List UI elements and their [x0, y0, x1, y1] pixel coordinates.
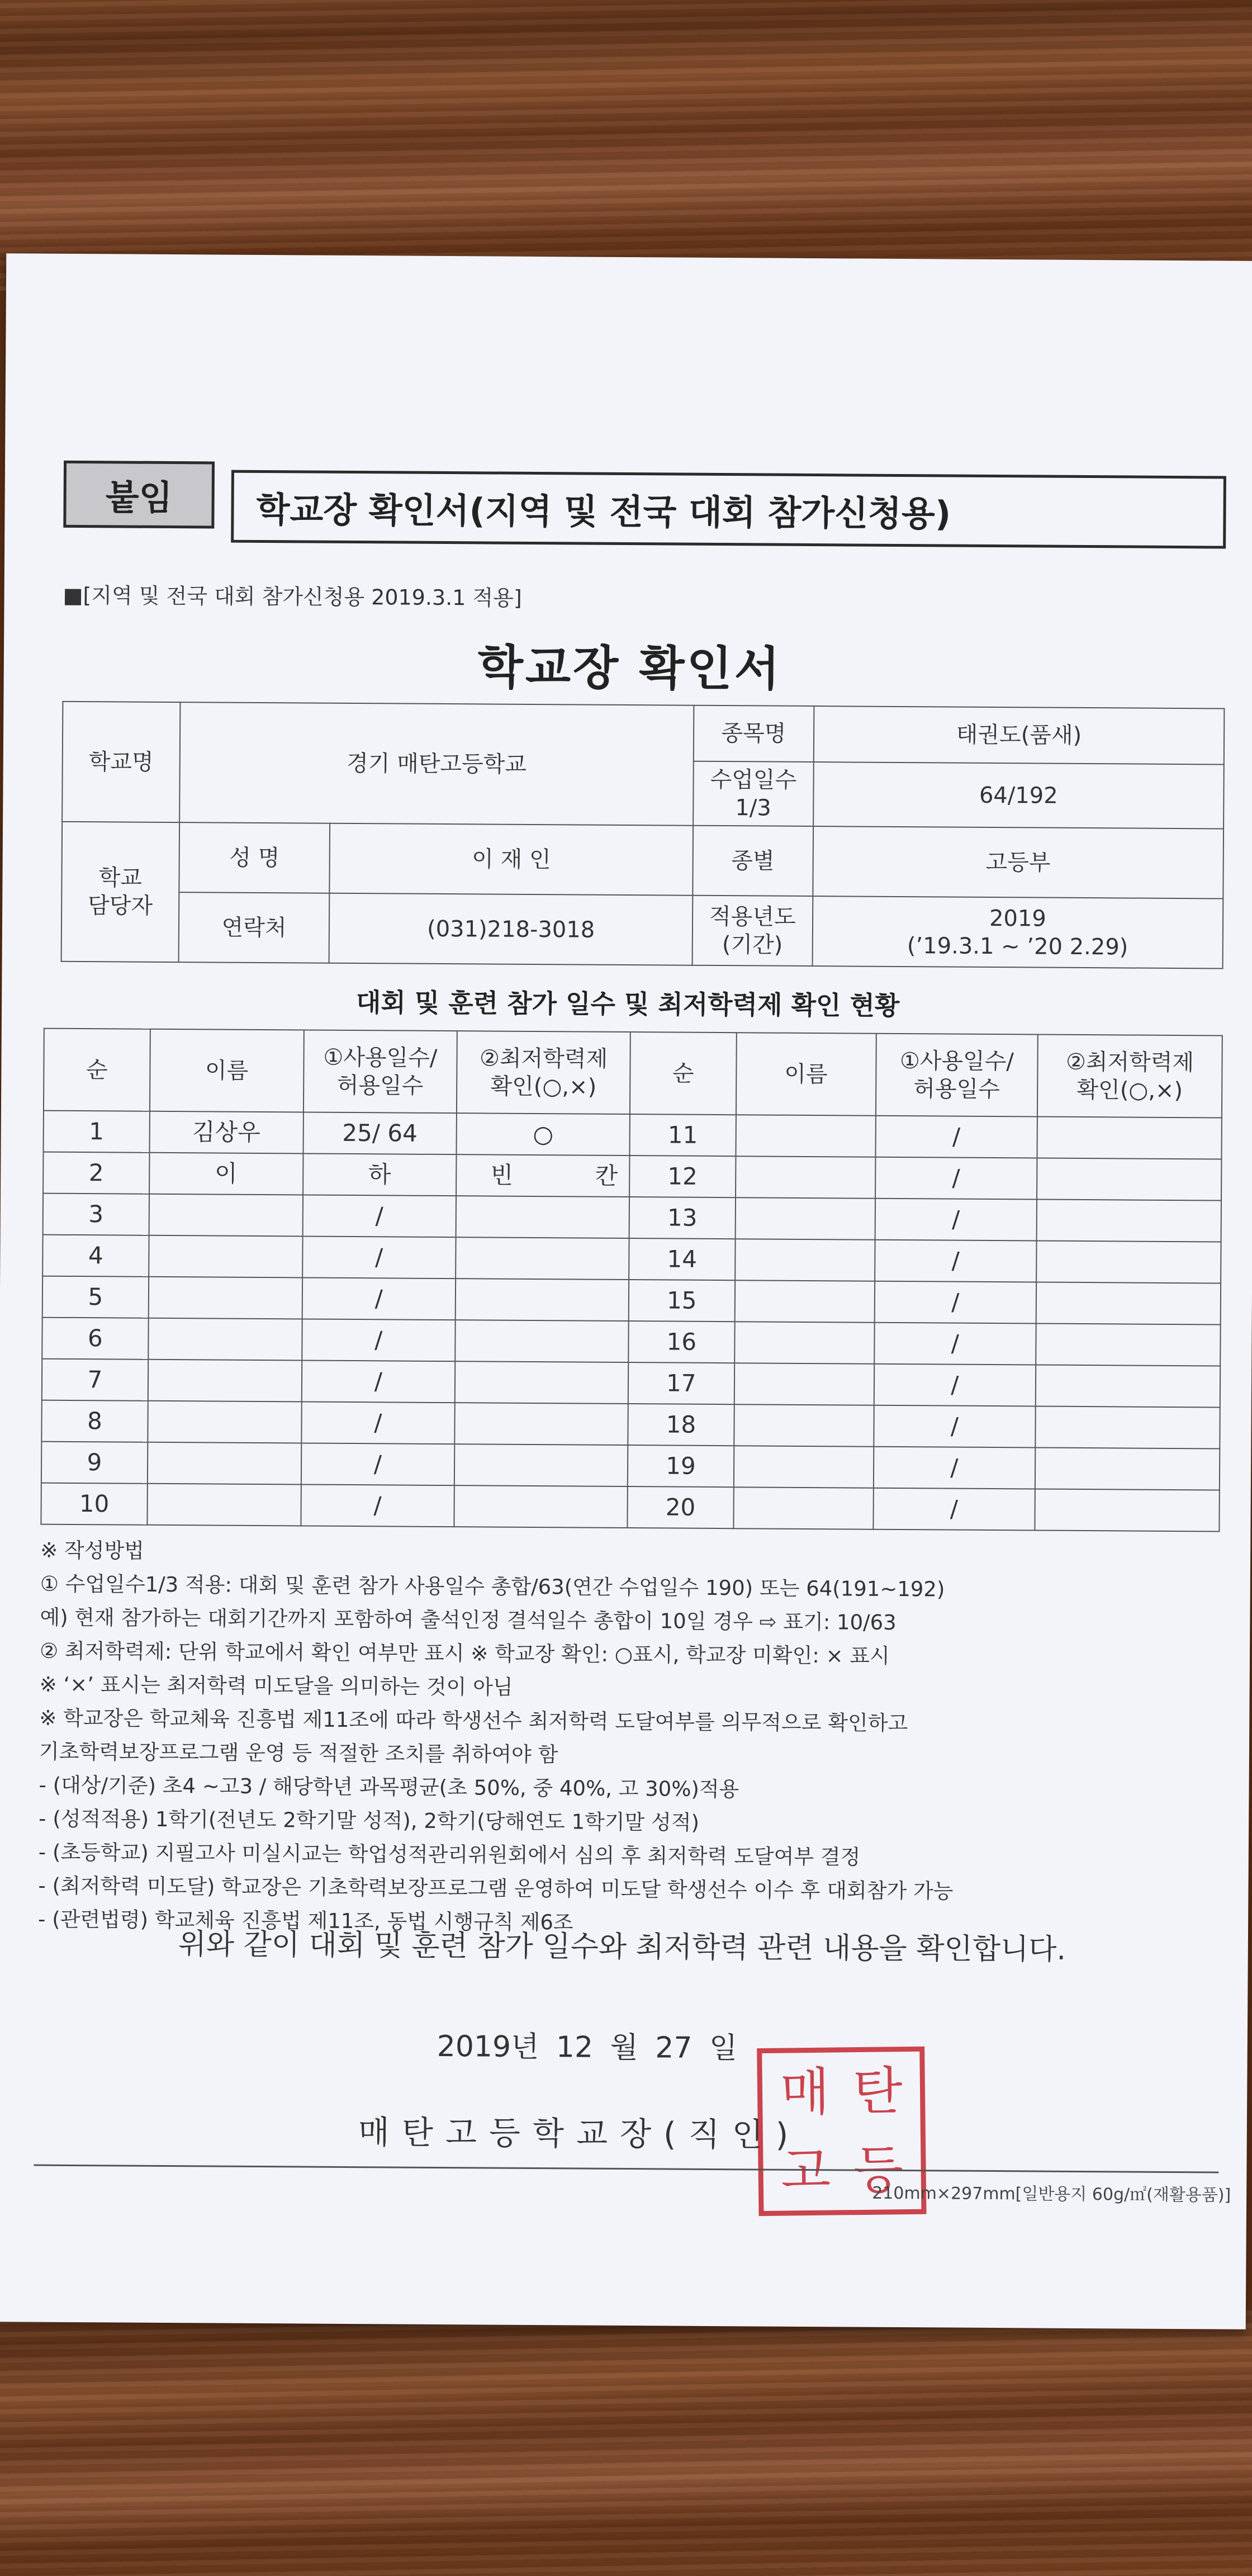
- instruction-line: ※ ‘×’ 표시는 최저학력 미도달을 의미하는 것이 아님: [39, 1672, 513, 1699]
- staff-label: [61, 822, 179, 962]
- row-number-right: 15: [629, 1280, 735, 1322]
- category-value: 고등부: [813, 826, 1223, 898]
- table-row: [42, 1318, 1220, 1366]
- class-days-value: 64/192: [813, 762, 1224, 828]
- used-days: /: [302, 1319, 456, 1361]
- student-name: [148, 1401, 301, 1443]
- row-number-right: 12: [629, 1156, 736, 1197]
- student-name-right: [735, 1197, 875, 1240]
- school-name-value: 경기 매탄고등학교: [179, 702, 694, 826]
- row-number-right: 11: [629, 1114, 736, 1156]
- info-table: [61, 701, 1225, 969]
- seal-character: 등: [853, 2139, 904, 2200]
- student-name-right: [734, 1446, 874, 1488]
- row-number-right: 20: [627, 1486, 733, 1528]
- row-number: 10: [41, 1483, 147, 1525]
- student-name: [148, 1360, 302, 1402]
- table-row: [43, 1194, 1221, 1242]
- instruction-line: ※ 학교장은 학교체육 진흥법 제11조에 따라 학생선수 최저학력 도달여부를 의무적으로 확인하고: [39, 1706, 908, 1736]
- used-days-right: /: [874, 1281, 1036, 1324]
- instruction-line: - (대상/기준) 초4 ~고3 / 해당학년 과목평균(초 50%, 중 40%, 고 30%)적용: [39, 1773, 739, 1802]
- row-number: 4: [42, 1235, 149, 1277]
- row-number-right: 13: [629, 1197, 736, 1239]
- table-row: [41, 1400, 1220, 1449]
- min-level-check-right: [1036, 1282, 1221, 1324]
- header-min-right-line1: ②최저학력제: [1065, 1049, 1194, 1076]
- row-number: 6: [42, 1318, 148, 1360]
- used-days-right: /: [874, 1364, 1036, 1407]
- used-days: /: [301, 1484, 454, 1527]
- wood-grain-top: [0, 0, 1252, 291]
- row-number: 5: [42, 1276, 149, 1318]
- min-level-check: [455, 1361, 628, 1404]
- table-row: [42, 1359, 1220, 1408]
- school-name-label: 학교명: [62, 702, 180, 822]
- min-level-check-right: [1036, 1323, 1220, 1366]
- min-level-check: [456, 1237, 629, 1280]
- header-days-line1: ①사용일수/: [323, 1044, 438, 1071]
- instruction-line: - (초등학교) 지필고사 미실시교는 학업성적관리위원회에서 심의 후 최저학력 도달여부 결정: [38, 1840, 861, 1869]
- used-days: /: [301, 1443, 454, 1485]
- used-days-right: /: [875, 1199, 1037, 1241]
- row-number-right: 14: [629, 1238, 735, 1280]
- header-min-line1: ②최저학력제: [479, 1045, 608, 1072]
- min-level-check: [456, 1278, 629, 1321]
- header-no: 순: [44, 1029, 150, 1111]
- table-row: [44, 1111, 1222, 1159]
- student-name: [149, 1235, 302, 1278]
- year-label-line2: (기간): [722, 931, 783, 958]
- student-name-right: [733, 1487, 873, 1530]
- contact-label: 연락처: [178, 892, 329, 963]
- header-days-right-line2: 허용일수: [913, 1076, 1000, 1102]
- min-level-check: [455, 1403, 628, 1445]
- min-level-check: ○: [457, 1113, 630, 1156]
- row-number: 9: [41, 1442, 148, 1484]
- student-name-right: [734, 1280, 874, 1323]
- student-name: [149, 1277, 302, 1319]
- confirmation-text: 위와 같이 대회 및 훈련 참가 일수와 최저학력 관련 내용을 확인합니다.: [178, 1928, 1066, 1967]
- event-value: 태권도(품새): [813, 706, 1224, 764]
- year-value-line1: 2019: [989, 905, 1046, 932]
- used-days-right: /: [874, 1405, 1036, 1448]
- min-level-check-text: 빈: [490, 1161, 514, 1189]
- min-level-check-right: [1035, 1489, 1220, 1531]
- student-name: [148, 1442, 301, 1485]
- header-days-line2: 허용일수: [336, 1072, 424, 1099]
- student-name: 이: [149, 1153, 303, 1195]
- min-level-check: [454, 1485, 628, 1528]
- student-name-right: [734, 1363, 874, 1405]
- student-name-right: [734, 1322, 874, 1364]
- paper-spec-footer: 210mm×297mm[일반용지 60g/㎡(재활용품)]: [872, 2183, 1231, 2205]
- header-min-right-line2: 확인(○,×): [1076, 1077, 1183, 1104]
- min-level-check-right: [1035, 1447, 1220, 1490]
- used-days-right: /: [875, 1116, 1037, 1158]
- class-days-label-line1: 수업일수: [710, 766, 797, 793]
- header-min-level-right: [1037, 1034, 1222, 1117]
- used-days: 25/ 64: [303, 1112, 457, 1154]
- participation-table: [40, 1028, 1222, 1532]
- used-days-right: /: [875, 1240, 1037, 1282]
- year-value-line2: (’19.3.1 ~ ’20 2.29): [907, 932, 1128, 960]
- signing-date: 2019년 12 월 27 일: [437, 2029, 738, 2066]
- used-days: /: [302, 1195, 456, 1237]
- used-days: /: [301, 1360, 455, 1403]
- instruction-line: ① 수업일수1/3 적용: 대회 및 훈련 참가 사용일수 총합/63(연간 수업일수 190) 또는 64(191~192): [40, 1571, 945, 1602]
- row-number-right: 17: [628, 1362, 734, 1404]
- instruction-line: - (최저학력 미도달) 학교장은 기초학력보장프로그램 운영하여 미도달 학생선수 이수 후 대회참가 가능: [38, 1873, 954, 1903]
- min-level-check-right: [1037, 1116, 1222, 1159]
- category-label: 종별: [693, 826, 813, 896]
- contact-value: (031)218-3018: [329, 893, 693, 965]
- header-days-right-line1: ①사용일수/: [899, 1048, 1014, 1074]
- year-label-line1: 적용년도: [709, 903, 796, 930]
- attachment-label: 붙임: [63, 461, 215, 529]
- table-header-row: [44, 1029, 1222, 1118]
- used-days-right: /: [873, 1488, 1035, 1531]
- row-number: 1: [44, 1111, 150, 1153]
- used-days-right: /: [875, 1157, 1037, 1200]
- staff-label-line2: 담당자: [87, 893, 153, 919]
- instruction-line: - (성적적용) 1학기(전년도 2학기말 성적), 2학기(당해연도 1학기말 성적): [39, 1806, 700, 1835]
- row-number: 8: [41, 1400, 148, 1442]
- used-days-right: /: [873, 1447, 1035, 1489]
- footer-divider: [34, 2165, 1218, 2174]
- school-principal-sign: 매탄고등학교장(직인): [358, 2113, 801, 2154]
- student-name: [149, 1194, 302, 1237]
- instruction-line: 예) 현재 참가하는 대회기간까지 포함하여 출석인정 결석일수 총합이 10일 경우 ⇨ 표기: 10/63: [40, 1605, 897, 1635]
- event-label: 종목명: [694, 705, 814, 762]
- writing-instructions: [38, 1534, 1220, 1944]
- row-number-right: 16: [628, 1321, 734, 1363]
- handwritten-extra: 칸: [595, 1162, 618, 1190]
- header-min-level: [457, 1031, 630, 1114]
- seal-character: 고: [780, 2141, 831, 2201]
- instruction-line: ※ 작성방법: [40, 1538, 145, 1563]
- wood-grain-bottom: [0, 2303, 1252, 2576]
- row-number: 7: [42, 1359, 148, 1401]
- instruction-line: - (관련법령) 학교체육 진흥법 제11조, 동법 시행규칙 제6조: [37, 1907, 573, 1935]
- row-number: 3: [43, 1194, 149, 1235]
- staff-name-label: 성 명: [179, 822, 330, 893]
- year-value: [812, 896, 1223, 968]
- staff-name-value: 이 재 인: [330, 823, 693, 896]
- header-name: 이름: [150, 1029, 304, 1112]
- student-name-right: [734, 1404, 874, 1447]
- seal-character: 탄: [852, 2061, 903, 2122]
- used-days-right: /: [874, 1323, 1036, 1365]
- student-name: [148, 1318, 302, 1361]
- instruction-line: ② 최저학력제: 단위 학교에서 확인 여부만 표시 ※ 학교장 확인: ○표시, 학교장 미확인: × 표시: [39, 1639, 890, 1668]
- min-level-check-right: [1037, 1199, 1221, 1242]
- table-row: [42, 1235, 1221, 1284]
- min-level-check-right: [1035, 1406, 1220, 1448]
- class-days-label-line2: 1/3: [735, 794, 771, 821]
- staff-label-line1: 학교: [98, 865, 143, 891]
- row-number: 2: [43, 1152, 149, 1194]
- used-days: /: [301, 1401, 455, 1444]
- student-name: [147, 1484, 301, 1526]
- header-name-right: 이름: [736, 1033, 876, 1116]
- header-title-box: 학교장 확인서(지역 및 전국 대회 참가신청용): [231, 470, 1226, 549]
- document-title: 학교장 확인서: [477, 640, 782, 697]
- student-name-right: [736, 1156, 875, 1199]
- min-level-check-right: [1036, 1365, 1220, 1407]
- student-name: 김상우: [149, 1111, 303, 1154]
- header-no-right: 순: [630, 1032, 737, 1115]
- seal-character: 매: [779, 2062, 831, 2123]
- header-min-line2: 확인(○,×): [490, 1073, 597, 1100]
- used-days: /: [302, 1277, 456, 1320]
- instruction-line: 기초학력보장프로그램 운영 등 적절한 조치를 취하여야 함: [39, 1739, 558, 1767]
- min-level-check: [454, 1444, 628, 1486]
- header-days-right: [875, 1034, 1038, 1117]
- min-level-check: [455, 1320, 628, 1362]
- apply-note: ■[지역 및 전국 대회 참가신청용 2019.3.1 적용]: [63, 583, 522, 610]
- table-row: [42, 1276, 1221, 1325]
- min-level-check: [456, 1196, 629, 1238]
- table-row: [43, 1152, 1221, 1201]
- document-paper: [0, 253, 1252, 2329]
- table-row: [41, 1442, 1220, 1490]
- year-label: [692, 896, 813, 966]
- row-number-right: 18: [628, 1404, 734, 1446]
- section-title: 대회 및 훈련 참가 일수 및 최저학력제 확인 현황: [355, 987, 900, 1021]
- class-days-label: [693, 761, 813, 826]
- student-name-right: [735, 1239, 875, 1281]
- used-days: /: [302, 1236, 456, 1278]
- min-level-check-right: [1036, 1240, 1221, 1283]
- row-number-right: 19: [628, 1445, 734, 1487]
- table-row: [41, 1483, 1219, 1532]
- header-days: [303, 1030, 457, 1113]
- used-days: 하: [303, 1153, 457, 1196]
- min-level-check: [456, 1154, 629, 1197]
- student-name-right: [736, 1115, 875, 1157]
- min-level-check-right: [1037, 1158, 1221, 1200]
